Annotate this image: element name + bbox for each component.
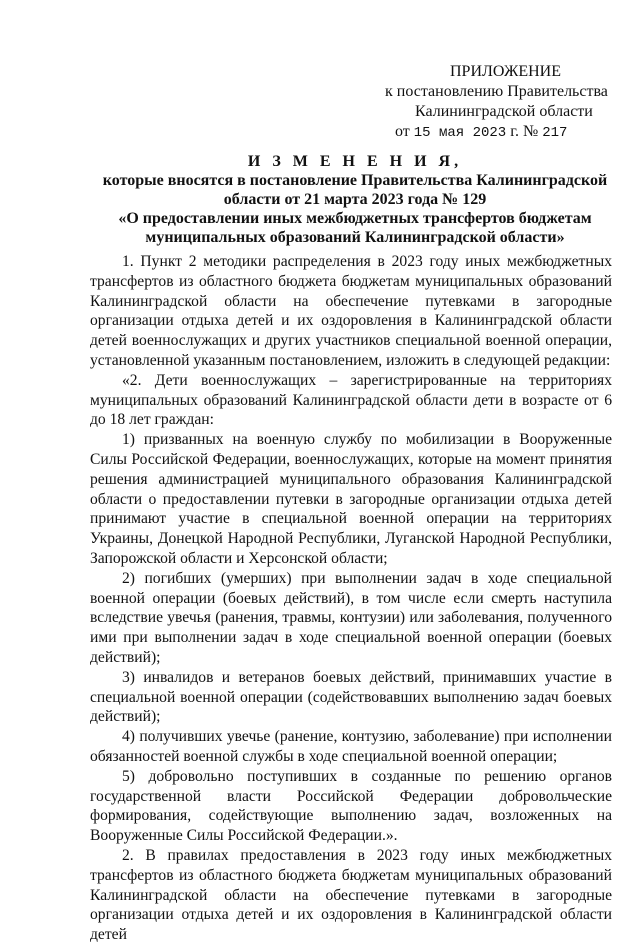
appendix-number-label: г. №: [510, 123, 539, 140]
document-title: [90, 152, 620, 247]
paragraph-5: 3) инвалидов и ветеранов боевых действий, принимавших участие в специальной военной операции (содействовавших выполнению задач боевых действий);: [90, 668, 612, 726]
title-line-1: которые вносятся в постановление Правительства Калининградской: [102, 172, 608, 189]
title-heading: И З М Е Н Е Н И Я,: [247, 153, 463, 170]
paragraph-4: 2) погибших (умерших) при выполнении задач в ходе специальной военной операции (боевых действий), в том числе если смерть наступила вследствие увечья (ранения, травмы, контузии) или заболевания, полученного ими при выполнении задач в ходе специальной военной операции (боевых действий);: [90, 569, 612, 666]
appendix-region-line: Калининградской области: [415, 103, 593, 120]
title-line-4: муниципальных образований Калининградской области»: [145, 229, 565, 246]
appendix-date-stamp: 15 мая 2023: [413, 125, 507, 141]
paragraph-7: 5) добровольно поступивших в созданные по решению органов государственной власти Российской Федерации добровольческие формирования, содействующие выполнению задач, возложенных на Вооруженные Силы Российской Федерации.».: [90, 767, 612, 845]
paragraph-2: «2. Дети военнослужащих – зарегистрированные на территориях муниципальных образований Калининградской области дети в возрасте от 6 до 18 лет граждан:: [90, 371, 612, 429]
title-line-2: области от 21 марта 2023 года № 129: [223, 191, 487, 208]
document-body: [90, 252, 612, 945]
appendix-date-line: [380, 122, 620, 143]
paragraph-3: 1) призванных на военную службу по мобилизации в Вооруженные Силы Российской Федерации, военнослужащих, которые на момент принятия решения администрацией муниципального образования Калининградской области о предоставлении путевки в загородные организации отдыха детей принимают участие в специальной военной операции на территориях Украины, Донецкой Народной Республики, Луганской Народной Республики, Запорожской области и Херсонской области;: [90, 431, 612, 567]
appendix-header: [380, 62, 620, 143]
paragraph-8: 2. В правилах предоставления в 2023 году иных межбюджетных трансфертов из областного бюджета бюджетам муниципальных образований Калининградской области на обеспечение путевками в загородные организации отдыха детей и их оздоровления в Калининградской области детей: [90, 846, 612, 944]
appendix-title: ПРИЛОЖЕНИЕ: [450, 63, 562, 80]
appendix-date-prefix: от: [395, 123, 410, 140]
paragraph-1: 1. Пункт 2 методики распределения в 2023 году иных межбюджетных трансфертов из областного бюджета бюджетам муниципальных образований Калининградской области на обеспечение путевками в загородные организации отдыха детей и их оздоровления в Калининградской области детей военнослужащих и других участников специальной военной операции, установленной указанным постановлением, изложить в следующей редакции:: [90, 253, 612, 369]
paragraph-6: 4) получивших увечье (ранение, контузию, заболевание) при исполнении обязанностей военной службы в ходе специальной военной операции;: [90, 728, 612, 765]
appendix-resolution-line: к постановлению Правительства: [385, 83, 608, 100]
appendix-number-stamp: 217: [542, 125, 568, 141]
title-line-3: «О предоставлении иных межбюджетных трансфертов бюджетам: [118, 210, 592, 227]
